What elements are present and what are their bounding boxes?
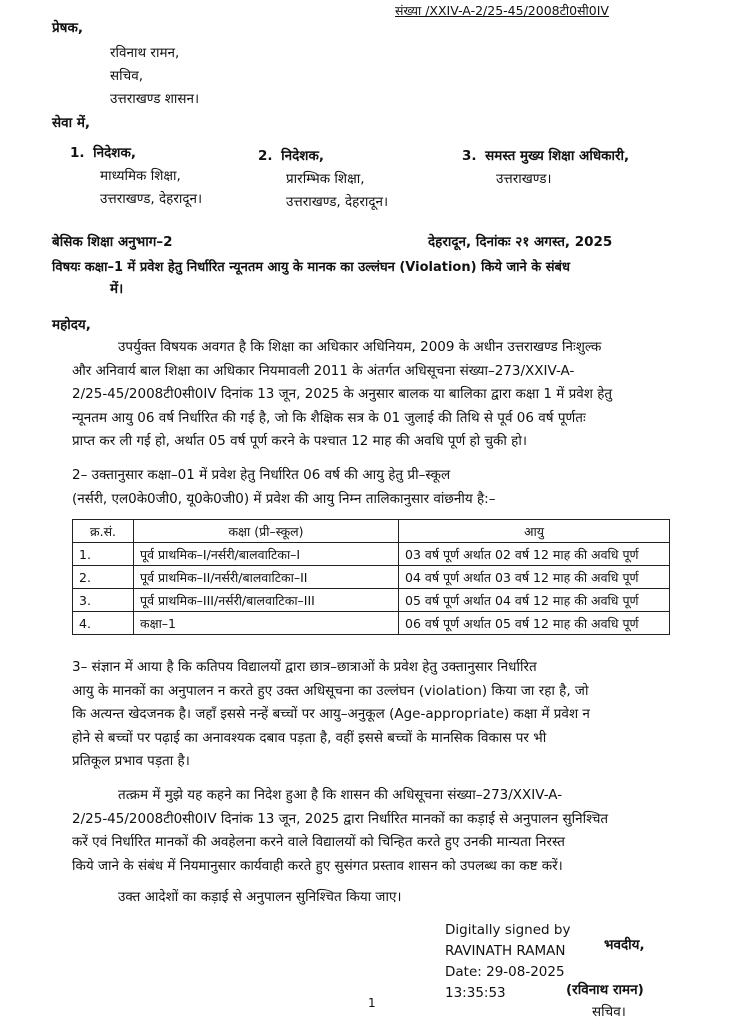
age-table bbox=[72, 519, 670, 635]
recipient-3 bbox=[462, 145, 629, 191]
table-row bbox=[73, 566, 670, 589]
signatory-designation: सचिव। bbox=[592, 1004, 626, 1020]
recipient-3-title: समस्त मुख्य शिक्षा अधिकारी, bbox=[485, 148, 630, 164]
recipient-2-place: उत्तराखण्ड, देहरादून। bbox=[286, 194, 389, 210]
recipient-1-title: निदेशक, bbox=[93, 145, 136, 161]
table-cell-age: 04 वर्ष पूर्ण अर्थात 03 वर्ष 12 माह की अवधि पूर्ण bbox=[399, 566, 670, 589]
table-cell-class: कक्षा–1 bbox=[134, 612, 399, 635]
table-cell-serial: 3. bbox=[73, 589, 134, 612]
table-cell-serial: 1. bbox=[73, 543, 134, 566]
table-cell-age: 06 वर्ष पूर्ण अर्थात 05 वर्ष 12 माह की अवधि पूर्ण bbox=[399, 612, 670, 635]
table-cell-serial: 4. bbox=[73, 612, 134, 635]
recipient-3-number: 3. bbox=[462, 148, 477, 164]
recipient-1-place: उत्तराखण्ड, देहरादून। bbox=[100, 191, 203, 207]
paragraph-2-line: 2– उक्तानुसार कक्षा–01 में प्रवेश हेतु निर्धारित 06 वर्ष की आयु हेतु प्री–स्कूल bbox=[72, 467, 451, 483]
signatory-name: (रविनाथ रामन) bbox=[566, 982, 644, 998]
subject-line-1: विषयः कक्षा–1 में प्रवेश हेतु निर्धारित न्यूनतम आयु के मानक का उल्लंघन (Violation) किये जाने के संबंध bbox=[52, 260, 570, 275]
paragraph-1-line: 2/25-45/2008टी0सी0IV दिनांक 13 जून, 2025 के अनुसार बालक या बालिका द्वारा कक्षा 1 में प्रवेश हेतु bbox=[72, 386, 613, 403]
table-header-row bbox=[73, 520, 670, 543]
table-cell-age: 05 वर्ष पूर्ण अर्थात 04 वर्ष 12 माह की अवधि पूर्ण bbox=[399, 589, 670, 612]
paragraph-4-line: किये जाने के संबंध में नियमानुसार कार्यवाही करते हुए सुसंगत प्रस्ताव शासन को उपलब्ध का कष्ट करें। bbox=[72, 857, 563, 874]
page-number: 1 bbox=[368, 996, 376, 1010]
recipient-2-dept: प्रारम्भिक शिक्षा, bbox=[286, 171, 365, 187]
table-cell-serial: 2. bbox=[73, 566, 134, 589]
recipient-2 bbox=[258, 145, 388, 214]
to-label: सेवा में, bbox=[52, 115, 91, 131]
sender-block bbox=[110, 42, 199, 111]
digital-signature-line: Date: 29-08-2025 bbox=[445, 964, 565, 980]
recipient-1-number: 1. bbox=[70, 145, 85, 161]
paragraph-3 bbox=[72, 656, 672, 774]
paragraph-4-line: करें एवं निर्धारित मानकों की अवहेलना करने वाले विद्यालयों को चिन्हित करते हुए उनकी मान्यता निरस्त bbox=[72, 834, 566, 851]
table-cell-age: 03 वर्ष पूर्ण अर्थात 02 वर्ष 12 माह की अवधि पूर्ण bbox=[399, 543, 670, 566]
subject-line-2: में। bbox=[110, 281, 124, 297]
sender-office: उत्तराखण्ड शासन। bbox=[110, 91, 200, 107]
table-row bbox=[73, 612, 670, 635]
place-date: देहरादून, दिनांकः २१ अगस्त, 2025 bbox=[428, 234, 613, 250]
paragraph-3-line: होने से बच्चों पर पढ़ाई का अनावश्यक दबाव पड़ता है, वहीं इससे बच्चों के मानसिक विकास पर भी bbox=[72, 729, 547, 746]
recipient-2-number: 2. bbox=[258, 148, 273, 164]
sender-designation: सचिव, bbox=[110, 68, 143, 84]
paragraph-4 bbox=[72, 784, 672, 878]
paragraph-5: उक्त आदेशों का कड़ाई से अनुपालन सुनिश्चित किया जाए। bbox=[118, 889, 402, 905]
recipient-1 bbox=[70, 142, 202, 211]
sender-label: प्रेषक, bbox=[52, 20, 83, 36]
closing: भवदीय, bbox=[604, 937, 645, 953]
paragraph-1 bbox=[72, 336, 672, 454]
recipient-3-place: उत्तराखण्ड। bbox=[496, 171, 552, 187]
paragraph-3-line: कि अत्यन्त खेदजनक है। जहाँ इससे नन्हें बच्चों पर आयु–अनुकूल (Age-appropriate) कक्षा में प्रवेश न bbox=[72, 706, 590, 723]
table-cell-class: पूर्व प्राथमिक–III/नर्सरी/बालवाटिका–III bbox=[134, 589, 399, 612]
table-row bbox=[73, 543, 670, 566]
table-cell-class: पूर्व प्राथमिक–I/नर्सरी/बालवाटिका–I bbox=[134, 543, 399, 566]
paragraph-1-line: न्यूनतम आयु 06 वर्ष निर्धारित की गई है, जो कि शैक्षिक सत्र के 01 जुलाई की तिथि से पूर्व 06 वर्ष पूर्णतः bbox=[72, 409, 586, 426]
recipient-1-dept: माध्यमिक शिक्षा, bbox=[100, 168, 181, 184]
digital-signature-line: Digitally signed by bbox=[445, 922, 571, 938]
paragraph-2-line: (नर्सरी, एल0के0जी0, यू0के0जी0) में प्रवेश की आयु निम्न तालिकानुसार वांछनीय है:– bbox=[72, 490, 496, 507]
recipient-2-title: निदेशक, bbox=[281, 148, 324, 164]
digital-signature-line: 13:35:53 bbox=[445, 985, 506, 1001]
paragraph-1-line: उपर्युक्त विषयक अवगत है कि शिक्षा का अधिकार अधिनियम, 2009 के अधीन उत्तराखण्ड निःशुल्क bbox=[118, 339, 602, 355]
table-cell-class: पूर्व प्राथमिक–II/नर्सरी/बालवाटिका–II bbox=[134, 566, 399, 589]
paragraph-2 bbox=[72, 464, 672, 511]
paragraph-3-line: प्रतिकूल प्रभाव पड़ता है। bbox=[72, 753, 190, 770]
table-header-serial: क्र.सं. bbox=[73, 520, 134, 543]
paragraph-1-line: प्राप्त कर ली गई हो, अर्थात 05 वर्ष पूर्ण करने के पश्चात 12 माह की अवधि पूर्ण हो चुकी हो। bbox=[72, 433, 527, 450]
table-header-class: कक्षा (प्री–स्कूल) bbox=[134, 520, 399, 543]
salutation: महोदय, bbox=[52, 317, 91, 333]
paragraph-3-line: आयु के मानकों का अनुपालन न करते हुए उक्त अधिसूचना का उल्लंघन (violation) किया जा रहा है, जो bbox=[72, 682, 589, 699]
paragraph-1-line: और अनिवार्य बाल शिक्षा का अधिकार नियमावली 2011 के अंतर्गत अधिसूचना संख्या–273/XXIV-A- bbox=[72, 362, 575, 379]
sender-name: रविनाथ रामन, bbox=[110, 45, 180, 61]
paragraph-4-line: तत्क्रम में मुझे यह कहने का निदेश हुआ है कि शासन की अधिसूचना संख्या–273/XXIV-A- bbox=[118, 787, 563, 803]
section-name: बेसिक शिक्षा अनुभाग–2 bbox=[52, 234, 173, 250]
reference-number: संख्या /XXIV-A-2/25-45/2008टी0सी0IV bbox=[395, 3, 609, 18]
table-header-age: आयु bbox=[399, 520, 670, 543]
table-row bbox=[73, 589, 670, 612]
digital-signature bbox=[445, 920, 570, 1004]
digital-signature-line: RAVINATH RAMAN bbox=[445, 943, 566, 959]
paragraph-3-line: 3– संज्ञान में आया है कि कतिपय विद्यालयों द्वारा छात्र–छात्राओं के प्रवेश हेतु उक्तानुसार निर्धारित bbox=[72, 659, 537, 675]
paragraph-4-line: 2/25-45/2008टी0सी0IV दिनांक 13 जून, 2025 द्वारा निर्धारित मानकों का कड़ाई से अनुपालन सुनिश्चित bbox=[72, 810, 609, 827]
